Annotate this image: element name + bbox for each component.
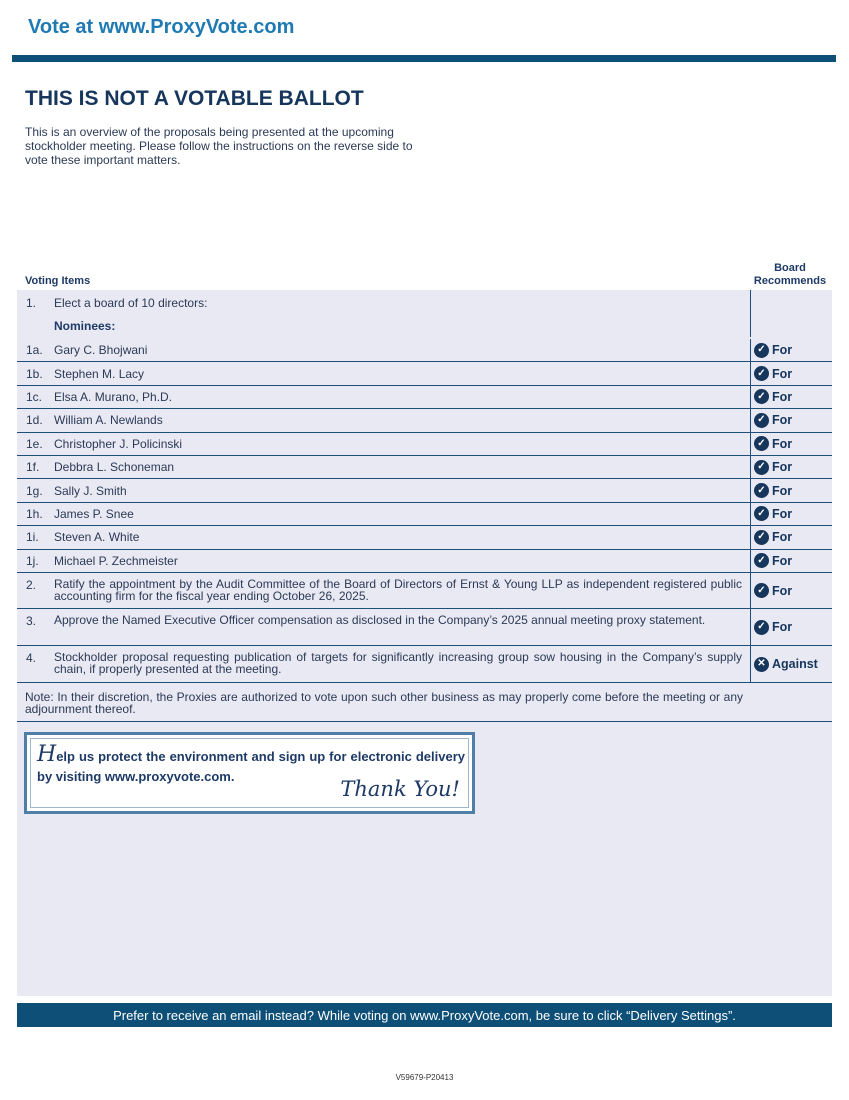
nominee-row <box>17 479 832 502</box>
x-circle-icon: ✕ <box>754 657 769 672</box>
proposal-row <box>17 609 832 646</box>
nominee-name: William A. Newlands <box>54 413 163 428</box>
page-title: THIS IS NOT A VOTABLE BALLOT <box>25 87 364 110</box>
nominee-name: Sally J. Smith <box>54 483 127 498</box>
item-number: 1. <box>26 296 37 310</box>
nominee-number: 1a. <box>26 343 43 358</box>
nominee-number: 1e. <box>26 436 43 451</box>
nominee-row <box>17 362 832 385</box>
check-icon: ✓ <box>754 389 769 404</box>
nominee-number: 1c. <box>26 389 43 404</box>
nominee-row <box>17 386 832 409</box>
rec-cell <box>750 573 832 608</box>
proposal-number: 4. <box>26 651 37 665</box>
footer-banner-text: Prefer to receive an email instead? While voting on www.ProxyVote.com, be sure to click “Delivery Settings”. <box>113 1007 736 1023</box>
nominee-row <box>17 526 832 549</box>
proposal-row <box>17 573 832 609</box>
proposal-number: 2. <box>26 578 37 592</box>
nominee-name: Christopher J. Policinski <box>54 436 183 451</box>
proposal-row <box>17 646 832 683</box>
nominees-label-row <box>17 319 832 337</box>
nominee-name: Steven A. White <box>54 530 140 545</box>
recommendation-value: For <box>772 553 793 568</box>
rec-cell <box>750 646 832 682</box>
board-header-line1: Board <box>774 262 806 274</box>
nominee-number: 1d. <box>26 413 43 428</box>
nominee-name: James P. Snee <box>54 506 134 521</box>
check-icon: ✓ <box>754 506 769 521</box>
rec-cell <box>750 386 832 408</box>
recommendation-value: For <box>772 343 793 358</box>
nominee-row <box>17 433 832 456</box>
e-delivery-body: elp us protect the environment and sign up for electronic delivery by visiting www.proxyvote.com. <box>37 749 465 784</box>
nominee-number: 1i. <box>26 530 39 545</box>
nominee-name: Michael P. Zechmeister <box>54 553 178 568</box>
check-icon: ✓ <box>754 460 769 475</box>
nominee-row <box>17 339 832 362</box>
voting-items-header: Voting Items <box>25 275 91 287</box>
recommendation-value: Against <box>772 657 818 671</box>
thank-you-text: Thank You! <box>340 777 460 801</box>
nominee-number: 1j. <box>26 553 39 568</box>
recommendation-value: For <box>772 366 793 381</box>
rec-cell <box>750 362 832 384</box>
document-code: V59679-P20413 <box>395 1073 454 1082</box>
recommendation-value: For <box>772 530 793 545</box>
rec-cell <box>750 409 832 431</box>
rec-cell <box>750 456 832 478</box>
rec-cell <box>750 609 832 645</box>
check-icon: ✓ <box>754 620 769 635</box>
recommendation-value: For <box>772 413 793 428</box>
proposal-text: Stockholder proposal requesting publication of targets for significantly increasing group sow housing in the Company’s supply chain, if properly presented at the meeting. <box>54 650 742 676</box>
check-icon: ✓ <box>754 436 769 451</box>
check-icon: ✓ <box>754 483 769 498</box>
recommendation-value: For <box>772 583 793 598</box>
recommendation-value: For <box>772 483 793 498</box>
nominee-row <box>17 503 832 526</box>
recommendation-value: For <box>772 436 793 451</box>
header-rule <box>12 55 836 62</box>
rec-cell <box>750 550 832 572</box>
recommendation-value: For <box>772 506 793 521</box>
nominee-number: 1g. <box>26 483 43 498</box>
nominee-number: 1h. <box>26 506 43 521</box>
proposal-text: Ratify the appointment by the Audit Committee of the Board of Directors of Ernst & Young LLP as independent registered public accounting firm for the fiscal year ending October 26, 2025. <box>54 577 742 603</box>
nominee-number: 1b. <box>26 366 43 381</box>
nominee-number: 1f. <box>26 460 40 475</box>
nominee-row <box>17 456 832 479</box>
item-text: Elect a board of 10 directors: <box>54 296 208 310</box>
recommendation-value: For <box>772 620 793 634</box>
proxies-note: Note: In their discretion, the Proxies are authorized to vote upon such other business as may properly come before the meeting or any adjournment thereof. <box>25 690 743 716</box>
recommendation-value: For <box>772 389 793 404</box>
nominee-name: Debbra L. Schoneman <box>54 460 175 475</box>
intro-text: This is an overview of the proposals being presented at the upcoming stockholder meeting. Please follow the instructions on the reverse side to vote these important matters. <box>25 125 413 167</box>
check-icon: ✓ <box>754 530 769 545</box>
rec-cell <box>750 433 832 455</box>
nominee-row <box>17 409 832 432</box>
proxyvote-link-title[interactable]: Vote at www.ProxyVote.com <box>28 16 295 38</box>
check-icon: ✓ <box>754 583 769 598</box>
nominee-name: Elsa A. Murano, Ph.D. <box>54 389 173 404</box>
nominee-row <box>17 550 832 573</box>
item-1-row <box>17 296 832 314</box>
rec-cell <box>750 479 832 501</box>
footer-banner <box>17 1003 832 1027</box>
e-delivery-cap-letter: H <box>37 742 57 767</box>
rec-cell <box>750 526 832 548</box>
nominee-name: Gary C. Bhojwani <box>54 343 148 358</box>
proposal-number: 3. <box>26 614 37 628</box>
proposal-text: Approve the Named Executive Officer compensation as disclosed in the Company’s 2025 annual meeting proxy statement. <box>54 613 706 627</box>
board-header-line2: Recommends <box>753 275 827 287</box>
check-icon: ✓ <box>754 413 769 428</box>
note-rule <box>17 708 832 722</box>
rec-cell <box>750 503 832 525</box>
recommendation-value: For <box>772 460 793 475</box>
check-icon: ✓ <box>754 343 769 358</box>
nominee-name: Stephen M. Lacy <box>54 366 145 381</box>
rec-cell <box>750 339 832 361</box>
check-icon: ✓ <box>754 366 769 381</box>
e-delivery-box <box>24 732 475 814</box>
board-recommends-header <box>749 262 831 288</box>
nominees-label: Nominees: <box>54 319 116 333</box>
check-icon: ✓ <box>754 553 769 568</box>
